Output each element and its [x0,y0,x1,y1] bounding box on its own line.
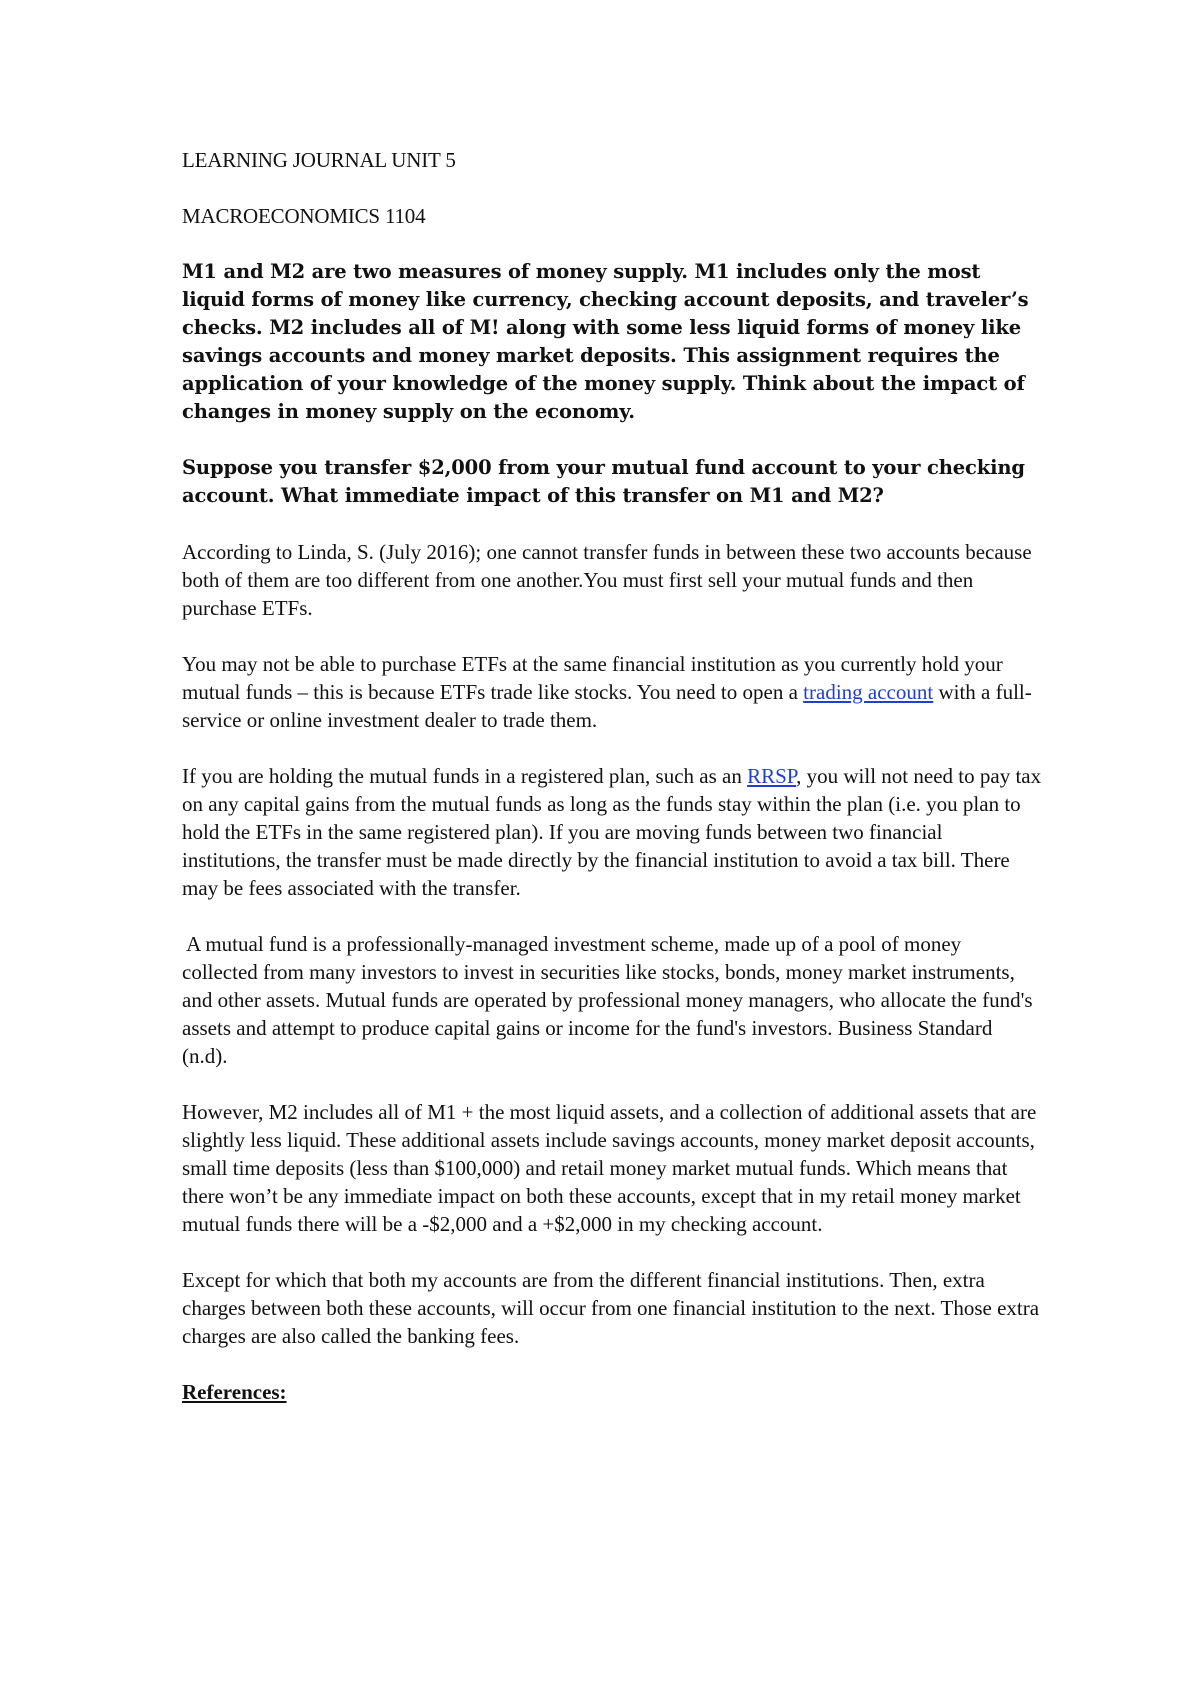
paragraph-2-text-before: You may not be able to purchase ETFs at the same financial institution as you currently hold your mutual funds – this is because ETFs trade like stocks. You need to open a [182,652,1003,704]
document-title: LEARNING JOURNAL UNIT 5 [182,148,456,172]
course-name: MACROECONOMICS 1104 [182,204,426,228]
document-body [182,146,1042,1406]
references-heading: References: [182,1380,287,1404]
answer-paragraph-4 [182,930,1042,1070]
paragraph-3-text-after: , you will not need to pay tax on any capital gains from the mutual funds as long as the funds stay within the plan (i.e. you plan to hold the ETFs in the same registered plan). If you are moving funds between two financial institutions, the transfer must be made directly by the financial institution to avoid a tax bill. There may be fees associated with the transfer. [182,764,1042,900]
answer-paragraph-6: Except for which that both my accounts are from the different financial institutions. Then, extra charges between both these accounts, will occur from one financial institution to the next. Those extra charges are also called the banking fees. [182,1268,1040,1348]
answer-paragraph-2 [182,650,1042,734]
answer-paragraph-3 [182,762,1042,902]
rrsp-link[interactable]: RRSP [747,764,797,788]
paragraph-2-text-after: with a full-service or online investment dealer to trade them. [182,680,1032,732]
answer-paragraph-5: However, M2 includes all of M1 + the most liquid assets, and a collection of additional assets that are slightly less liquid. These additional assets include savings accounts, money market deposit accounts, small time deposits (less than $100,000) and retail money market mutual funds. Which means that there won’t be any immediate impact on both these accounts, except that in my retail money market mutual funds there will be a -$2,000 and a +$2,000 in my checking account. [182,1100,1037,1236]
assignment-question: Suppose you transfer $2,000 from your mutual fund account to your checking account. What immediate impact of this transfer on M1 and M2? [182,456,1025,507]
trading-account-link[interactable]: trading account [803,680,934,704]
paragraph-3-text-before: If you are holding the mutual funds in a registered plan, such as an [182,764,748,788]
paragraph-4-text: A mutual fund is a professionally-managed investment scheme, made up of a pool of money collected from many investors to invest in securities like stocks, bonds, money market instruments, and other assets. Mutual funds are operated by professional money managers, who allocate the fund's assets and attempt to produce capital gains or income for the fund's investors. Business Standard (n.d). [182,932,1033,1068]
answer-paragraph-1: According to Linda, S. (July 2016); one cannot transfer funds in between these two accounts because both of them are too different from one another.You must first sell your mutual funds and then purchase ETFs. [182,540,1032,620]
assignment-intro: M1 and M2 are two measures of money supply. M1 includes only the most liquid forms of money like currency, checking account deposits, and traveler’s checks. M2 includes all of M! along with some less liquid forms of money like savings accounts and money market deposits. This assignment requires the application of your knowledge of the money supply. Think about the impact of changes in money supply on the economy. [182,260,1029,423]
